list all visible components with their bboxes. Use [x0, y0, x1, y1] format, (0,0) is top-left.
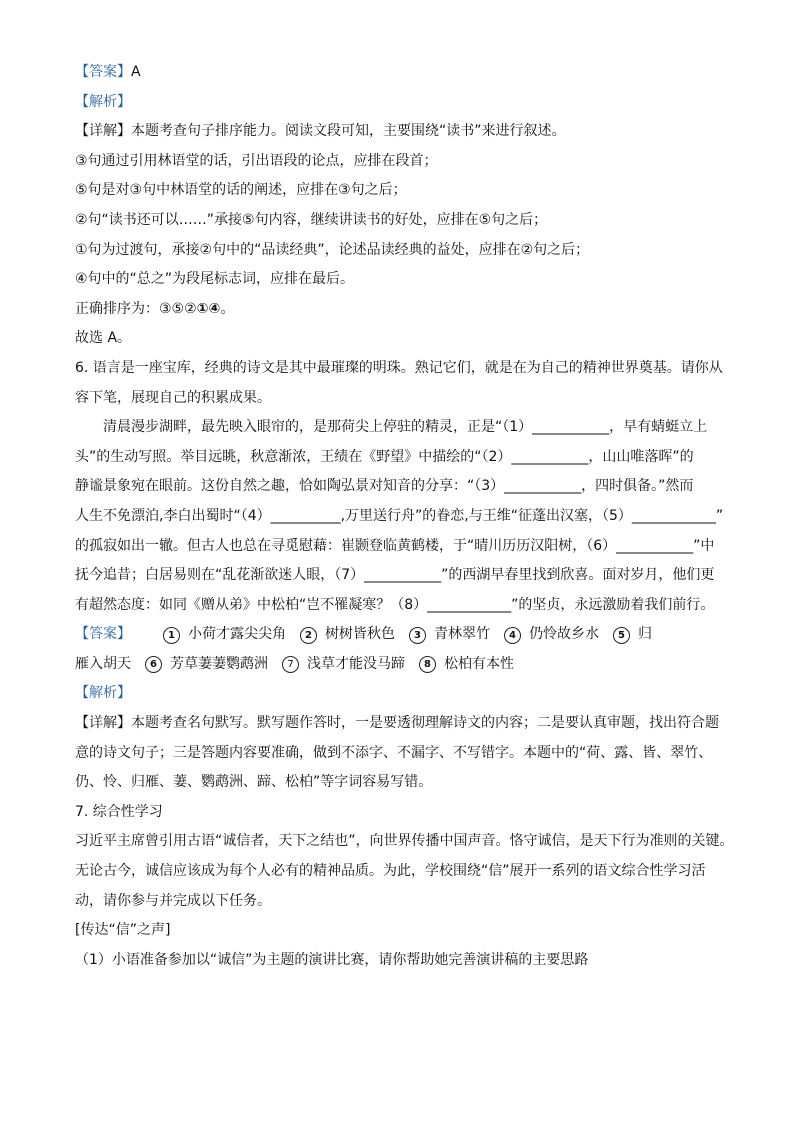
answer-tag: 【答案】: [75, 626, 131, 643]
answer-text: 小荷才露尖尖角: [188, 626, 286, 643]
answer-text: 归: [638, 626, 652, 643]
order-prefix: 正确排序为：③⑤②: [75, 300, 197, 317]
answer-text: 松柏有本性: [444, 655, 514, 672]
answer-number: 5: [613, 627, 630, 644]
answer-number: 6: [145, 656, 162, 673]
answer-text: 树树皆秋色: [325, 626, 395, 643]
detail-line: 仍、怜、归雁、萋、鹦鹉洲、蹄、松柏”等字词容易写错。: [75, 774, 433, 791]
answer-number: 7: [282, 656, 299, 673]
analysis-tag: 【解析】: [75, 685, 131, 702]
answer-text: 浅草才能没马蹄: [307, 655, 405, 672]
answer-number: 4: [504, 627, 521, 644]
detail-text: 本题考查句子排序能力。阅读文段可知，主要围绕“读书”来进行叙述。: [131, 123, 566, 140]
answer-list-line-1: [75, 620, 725, 650]
passage-line: 的孤寂如出一辙。但古人也总在寻觅慰藉：崔颢登临黄鹤楼，于“晴川历历汉阳树，（6）___________”中: [75, 537, 715, 554]
answer-item: [300, 620, 395, 650]
detail-line: 意的诗文句子；三是答题内容要准确，做到不添字、不漏字、不写错字。本题中的“荷、露、皆、翠竹、: [75, 744, 713, 761]
answer-item: [145, 650, 268, 680]
answer-item-cont: [75, 650, 131, 680]
answer-item: [409, 620, 490, 650]
answer-list-line-2: [75, 650, 725, 680]
choose-line: 故选 A。: [75, 330, 132, 347]
correct-order-line: [75, 295, 725, 325]
question-6-prompt: 6. 语言是一座宝库，经典的诗文是其中最璀璨的明珠。熟记它们，就是在为自己的精神世界奠基。请你从: [75, 359, 723, 376]
answer-item: [163, 620, 286, 650]
passage-line: 静谧景象宛在眼前。这份自然之趣，恰如陶弘景对知音的分享：“（3）___________，四时俱备。”然而: [75, 478, 694, 495]
detail-line: [75, 709, 725, 739]
answer-text: 青林翠竹: [434, 626, 490, 643]
detail-tag: 【详解】: [75, 715, 131, 732]
question-7-line: 无论古今，诚信应该成为每个人必有的精神品质。为此，学校围绕“信”展开一系列的语文综合性学习活: [75, 863, 706, 880]
answer-text: 芳草萋萋鹦鹉洲: [170, 655, 268, 672]
answer-item: [282, 650, 405, 680]
answer-number: 8: [419, 656, 436, 673]
explanation-line: ①句为过渡句，承接②句中的“品读经典”，论述品读经典的益处，应排在②句之后；: [75, 241, 590, 258]
answer-text: 雁入胡天: [75, 655, 131, 672]
passage-line: 清晨漫步湖畔，最先映入眼帘的，是那荷尖上停驻的精灵，正是“（1）___________，早有蜻蜓立上: [103, 419, 708, 436]
detail-tag: 【详解】: [75, 123, 131, 140]
passage-line: 抚今追昔；白居易则在“乱花渐欲迷人眼，（7）___________”的西湖早春里找到欣喜。面对岁月，他们更: [75, 567, 715, 584]
question-6-prompt-cont: 容下笔，展现自己的积累成果。: [75, 389, 271, 406]
answer-tag: 【答案】: [75, 64, 131, 80]
explanation-line: ④句中的“总之”为段尾标志词，应排在最后。: [75, 271, 355, 288]
question-7-line: 动，请你参与并完成以下任务。: [75, 892, 271, 909]
passage-line: 头”的生动写照。举目远眺，秋意渐浓，王绩在《野望》中描绘的“（2）___________，山山唯落晖”的: [75, 448, 694, 465]
answer-number: 2: [300, 627, 317, 644]
answer-line: [75, 58, 725, 88]
answer-number: 3: [409, 627, 426, 644]
passage-line: 有超然态度：如同《赠从弟》中松柏“岂不罹凝寒？（8）____________”的坚贞，永远激励着我们前行。: [75, 596, 715, 613]
detail-line: [75, 117, 725, 147]
question-7-line: 习近平主席曾引用古语“诚信者，天下之结也”，向世界传播中国声音。恪守诚信，是天下行为准则的关键。: [75, 833, 734, 850]
answer-value: A: [131, 64, 141, 80]
analysis-tag: 【解析】: [75, 93, 131, 110]
task-1: （1）小语准备参加以“诚信”为主题的演讲比赛，请你帮助她完善演讲稿的主要思路: [75, 951, 589, 968]
order-suffix: 。: [220, 300, 235, 317]
explanation-line: ③句通过引用林语堂的话，引出语段的论点，应排在段首；: [75, 152, 438, 169]
answer-text: 仍怜故乡水: [529, 626, 599, 643]
section-heading: [传达“信”之声]: [75, 922, 171, 939]
explanation-line: ②句“读书还可以……”承接⑤句内容，继续讲读书的好处，应排在⑤句之后；: [75, 211, 548, 228]
explanation-line: ⑤句是对③句中林语堂的话的阐述，应排在③句之后；: [75, 182, 407, 199]
answer-number: 1: [163, 627, 180, 644]
order-bold: ①④: [196, 300, 221, 317]
detail-text: 本题考查名句默写。默写题作答时，一是要透彻理解诗文的内容；二是要认真审题，找出符合题: [131, 715, 719, 732]
answer-item: [419, 650, 514, 680]
question-7-title: 7. 综合性学习: [75, 803, 163, 820]
answer-item: [613, 620, 652, 650]
document-page: [75, 58, 734, 975]
passage-line: 人生不免漂泊,李白出蜀时“（4）__________,万里送行舟”的眷恋,与王维“征蓬出汉塞，（5）____________”: [75, 507, 724, 524]
answer-item: [504, 620, 599, 650]
